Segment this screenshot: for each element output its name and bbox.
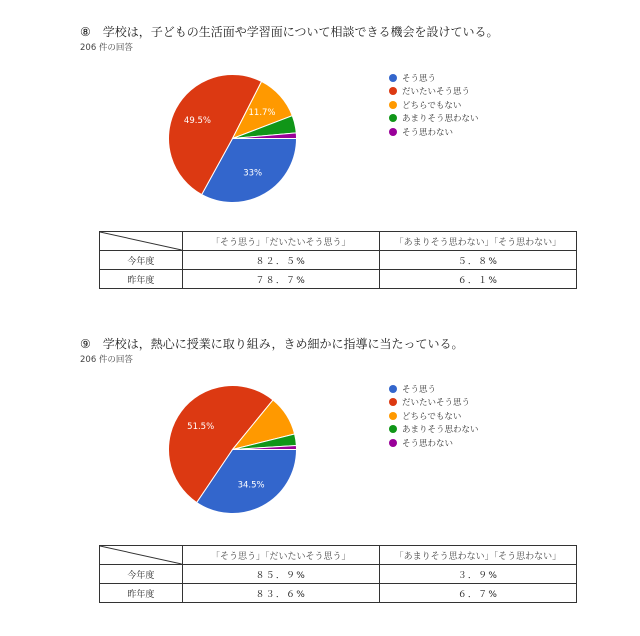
pie-data-label: 51.5% — [187, 421, 215, 432]
legend-dot-icon — [389, 439, 397, 447]
table-column-header: 「あまりそう思わない」「そう思わない」 — [379, 232, 576, 251]
diagonal-line — [100, 546, 182, 564]
table-column-header: 「そう思う」「だいたいそう思う」 — [182, 232, 379, 251]
legend-label: そう思う — [402, 384, 437, 395]
legend-item — [389, 396, 479, 410]
legend-label: だいたいそう思う — [402, 398, 471, 409]
legend-label: あまりそう思わない — [402, 114, 479, 125]
table-row-label: 昨年度 — [100, 584, 183, 603]
table-cell: ７８．７% — [182, 270, 379, 289]
legend-item — [389, 436, 479, 450]
legend-dot-icon — [389, 412, 397, 420]
legend-item — [389, 409, 479, 423]
legend-dot-icon — [389, 385, 397, 393]
legend-dot-icon — [389, 425, 397, 433]
table-row — [100, 565, 577, 584]
question-8-response-count: 206 件の回答 — [80, 43, 133, 53]
legend-label: そう思わない — [402, 438, 454, 449]
table-cell: ３．９% — [379, 565, 576, 584]
legend-item — [389, 423, 479, 437]
legend-item — [389, 382, 479, 396]
table-cell: ８５．９% — [182, 565, 379, 584]
question-9-legend — [389, 382, 479, 450]
legend-label: どちらでもない — [402, 411, 462, 422]
legend-label: そう思わない — [402, 127, 454, 138]
table-cell: ６．７% — [379, 584, 576, 603]
table-header-row — [100, 546, 577, 565]
pie-data-label: 33% — [243, 168, 263, 179]
table-cell: ８２．５% — [182, 251, 379, 270]
table-row-label: 今年度 — [100, 251, 183, 270]
table-cell: ６．１% — [379, 270, 576, 289]
table-row-label: 今年度 — [100, 565, 183, 584]
question-9-comparison-table — [99, 545, 577, 603]
question-8-title: ⑧ 学校は，子どもの生活面や学習面について相談できる機会を設けている。 — [80, 25, 499, 39]
table-column-header: 「そう思う」「だいたいそう思う」 — [182, 546, 379, 565]
question-9-title: ⑨ 学校は，熱心に授業に取り組み，きめ細かに指導に当たっている。 — [80, 337, 464, 351]
legend-label: だいたいそう思う — [402, 87, 471, 98]
table-column-header: 「あまりそう思わない」「そう思わない」 — [379, 546, 576, 565]
pie-data-label: 49.5% — [183, 115, 211, 126]
legend-label: そう思う — [402, 73, 437, 84]
table-cell: ８３．６% — [182, 584, 379, 603]
table-row — [100, 584, 577, 603]
pie-data-label: 34.5% — [237, 480, 265, 491]
legend-dot-icon — [389, 398, 397, 406]
pie-data-label: 11.7% — [248, 107, 276, 118]
table-cell: ５．８% — [379, 251, 576, 270]
legend-label: どちらでもない — [402, 100, 462, 111]
table-corner-cell — [100, 546, 183, 565]
question-9-pie-chart — [160, 377, 305, 522]
question-9-response-count: 206 件の回答 — [80, 355, 133, 365]
legend-label: あまりそう思わない — [402, 425, 479, 436]
table-row-label: 昨年度 — [100, 270, 183, 289]
